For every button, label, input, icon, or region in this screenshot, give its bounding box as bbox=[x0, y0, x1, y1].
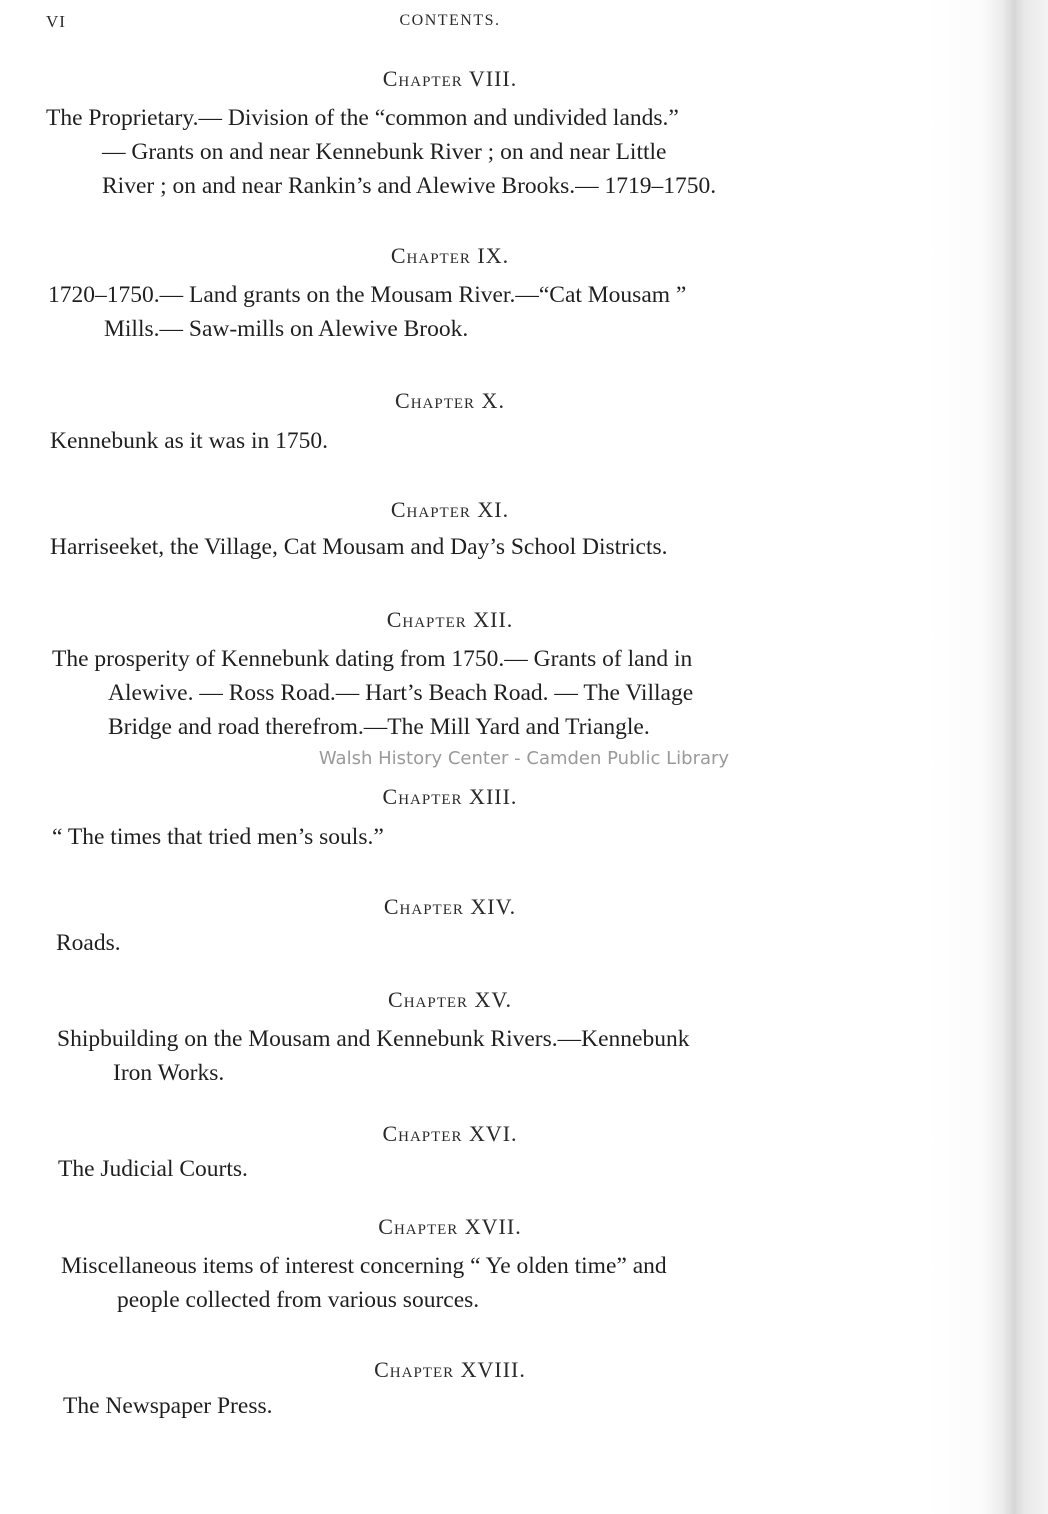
chapter-summary bbox=[50, 530, 862, 564]
summary-line: The prosperity of Kennebunk dating from 1750.— Grants of land in bbox=[52, 646, 693, 672]
chapter-heading: Chapter XI. bbox=[390, 497, 510, 522]
chapter-heading: Chapter XVI. bbox=[382, 1121, 518, 1146]
chapter-heading: Chapter XIII. bbox=[382, 784, 518, 809]
chapter-summary bbox=[50, 424, 862, 458]
summary-line: Harriseeket, the Village, Cat Mousam and Day’s School Districts. bbox=[50, 534, 668, 560]
chapter-summary bbox=[52, 642, 864, 744]
summary-line: “ The times that tried men’s souls.” bbox=[52, 824, 384, 850]
summary-line: Iron Works. bbox=[113, 1060, 225, 1086]
summary-line: Alewive. — Ross Road.— Hart’s Beach Road. — The Village bbox=[108, 680, 694, 706]
summary-line: The Proprietary.— Division of the “common and undivided lands.” bbox=[46, 105, 679, 131]
chapter-heading: Chapter XV. bbox=[388, 987, 512, 1012]
chapter-heading: Chapter XVII. bbox=[378, 1214, 522, 1239]
chapter-heading: Chapter IX. bbox=[390, 243, 510, 268]
summary-line: Roads. bbox=[56, 930, 121, 956]
chapter-summary bbox=[57, 1022, 869, 1090]
chapter-summary bbox=[48, 278, 860, 346]
chapter-heading: Chapter XII. bbox=[386, 607, 514, 632]
chapter-heading: Chapter VIII. bbox=[382, 66, 518, 91]
summary-line: Bridge and road therefrom.—The Mill Yard and Triangle. bbox=[108, 714, 650, 740]
library-watermark: Walsh History Center - Camden Public Library bbox=[318, 748, 730, 769]
summary-line: The Judicial Courts. bbox=[58, 1156, 248, 1182]
chapter-summary bbox=[61, 1249, 873, 1317]
summary-line: Mills.— Saw-mills on Alewive Brook. bbox=[104, 316, 469, 342]
chapter-summary bbox=[52, 820, 864, 854]
summary-line: people collected from various sources. bbox=[117, 1287, 480, 1313]
summary-line: River ; on and near Rankin’s and Alewive Brooks.— 1719–1750. bbox=[102, 173, 717, 199]
summary-line: Shipbuilding on the Mousam and Kennebunk Rivers.—Kennebunk bbox=[57, 1026, 690, 1052]
chapter-heading: Chapter X. bbox=[395, 388, 505, 413]
page-number: VI bbox=[46, 12, 66, 31]
chapter-heading: Chapter XVIII. bbox=[374, 1357, 526, 1382]
summary-line: The Newspaper Press. bbox=[63, 1393, 273, 1419]
summary-line: Miscellaneous items of interest concerning “ Ye olden time” and bbox=[61, 1253, 667, 1279]
chapter-summary bbox=[46, 101, 858, 203]
summary-line: — Grants on and near Kennebunk River ; on and near Little bbox=[102, 139, 667, 165]
chapter-summary bbox=[58, 1152, 870, 1186]
running-title: CONTENTS. bbox=[399, 12, 501, 29]
chapter-heading: Chapter XIV. bbox=[383, 894, 517, 919]
chapter-summary bbox=[63, 1389, 875, 1423]
chapter-summary bbox=[56, 926, 868, 960]
summary-line: 1720–1750.— Land grants on the Mousam River.—“Cat Mousam ” bbox=[48, 282, 687, 308]
summary-line: Kennebunk as it was in 1750. bbox=[50, 428, 329, 454]
